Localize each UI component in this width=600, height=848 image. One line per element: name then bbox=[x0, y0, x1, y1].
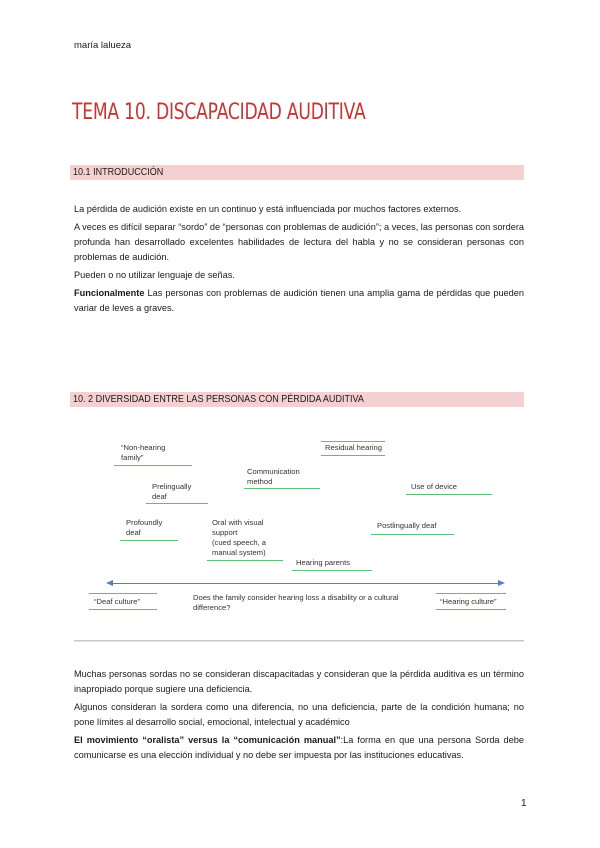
label-line: deaf bbox=[152, 492, 167, 501]
author-name: maría lalueza bbox=[74, 40, 132, 51]
underline bbox=[436, 609, 506, 610]
underline bbox=[89, 593, 157, 594]
label-line: Prelingually bbox=[152, 482, 192, 491]
label-line: “Non-hearing bbox=[121, 443, 166, 452]
underline bbox=[406, 494, 492, 495]
diversity-text bbox=[74, 667, 524, 763]
underline bbox=[292, 570, 372, 571]
label-line: Oral with visual bbox=[212, 518, 264, 527]
bold-term: Funcionalmente bbox=[74, 288, 145, 298]
paragraph: Muchas personas sordas no se consideran discapacitadas y consideran que la pérdida auditiva es un término inapropiado porque sugiere una deficiencia. bbox=[74, 669, 524, 694]
section-heading-diversity bbox=[70, 392, 524, 407]
underline bbox=[321, 455, 385, 456]
underline bbox=[244, 488, 320, 489]
paragraph bbox=[74, 733, 524, 763]
label-residual-hearing: Residual hearing bbox=[325, 443, 382, 452]
label-line: deaf bbox=[126, 528, 141, 537]
label-profoundly-deaf bbox=[126, 518, 162, 538]
label-hearing-culture: “Hearing culture” bbox=[440, 597, 497, 606]
page-title: TEMA 10. DISCAPACIDAD AUDITIVA bbox=[72, 100, 366, 125]
arrow-line bbox=[112, 583, 500, 584]
intro-text bbox=[74, 202, 524, 316]
label-line: difference? bbox=[193, 603, 231, 612]
paragraph bbox=[74, 286, 524, 316]
label-line: (cued speech, a bbox=[212, 538, 267, 547]
paragraph-text: Las personas con problemas de audición tienen una amplia gama de pérdidas que pueden variar de leves a graves. bbox=[74, 288, 524, 313]
label-prelingually-deaf bbox=[152, 482, 191, 502]
paragraph: A veces es difícil separar “sordo” de “personas con problemas de audición”; a veces, las personas con sordera profunda han desarrollado excelentes habilidades de lectura del habla y no se consideran personas con problemas de audición. bbox=[74, 222, 524, 262]
bold-term: El movimiento “oralista” versus la “comunicación manual” bbox=[74, 735, 341, 745]
label-deaf-culture: “Deaf culture” bbox=[94, 597, 141, 606]
page-number: 1 bbox=[521, 798, 527, 809]
underline bbox=[436, 593, 506, 594]
label-line: Profoundly bbox=[126, 518, 163, 527]
label-line: support bbox=[212, 528, 238, 537]
underline bbox=[371, 534, 454, 535]
underline bbox=[120, 540, 178, 541]
label-line: method bbox=[247, 477, 273, 486]
arrow-right-head bbox=[498, 580, 505, 586]
label-non-hearing-family bbox=[121, 443, 165, 463]
label-oral-visual-support bbox=[212, 518, 266, 558]
label-postlingually-deaf: Postlingually deaf bbox=[377, 521, 437, 530]
label-line: Does the family consider hearing loss a disability or a cultural bbox=[193, 593, 399, 602]
label-family-question bbox=[193, 593, 399, 613]
section-heading-text: 10. 2 DIVERSIDAD ENTRE LAS PERSONAS CON PÉRDIDA AUDITIVA bbox=[73, 393, 364, 405]
underline bbox=[114, 465, 192, 466]
arrow-left-head bbox=[106, 580, 113, 586]
paragraph: Algunos consideran la sordera como una diferencia, no una deficiencia, parte de la condición humana; no pone límites al desarrollo social, emocional, intelectual y académico bbox=[74, 702, 524, 727]
label-line: Communication bbox=[247, 467, 300, 476]
underline bbox=[321, 441, 385, 442]
underline bbox=[207, 560, 283, 561]
horizontal-divider bbox=[74, 640, 524, 641]
section-heading-text: 10.1 INTRODUCCIÓN bbox=[73, 166, 164, 178]
paragraph: Pueden o no utilizar lenguaje de señas. bbox=[74, 270, 235, 280]
label-line: family” bbox=[121, 453, 144, 462]
label-use-of-device: Use of device bbox=[411, 482, 458, 491]
label-communication-method bbox=[247, 467, 300, 487]
section-heading-introduction bbox=[70, 165, 524, 180]
label-hearing-parents: Hearing parents bbox=[296, 558, 351, 567]
label-line: manual system) bbox=[212, 548, 266, 557]
underline bbox=[89, 609, 157, 610]
paragraph: La pérdida de audición existe en un continuo y está influenciada por muchos factores externos. bbox=[74, 204, 462, 214]
paragraph-text: :La forma en que una persona Sorda debe comunicarse es una elección individual y no debe ser impuesta por las instituciones educativas. bbox=[74, 735, 524, 760]
underline bbox=[146, 503, 208, 504]
